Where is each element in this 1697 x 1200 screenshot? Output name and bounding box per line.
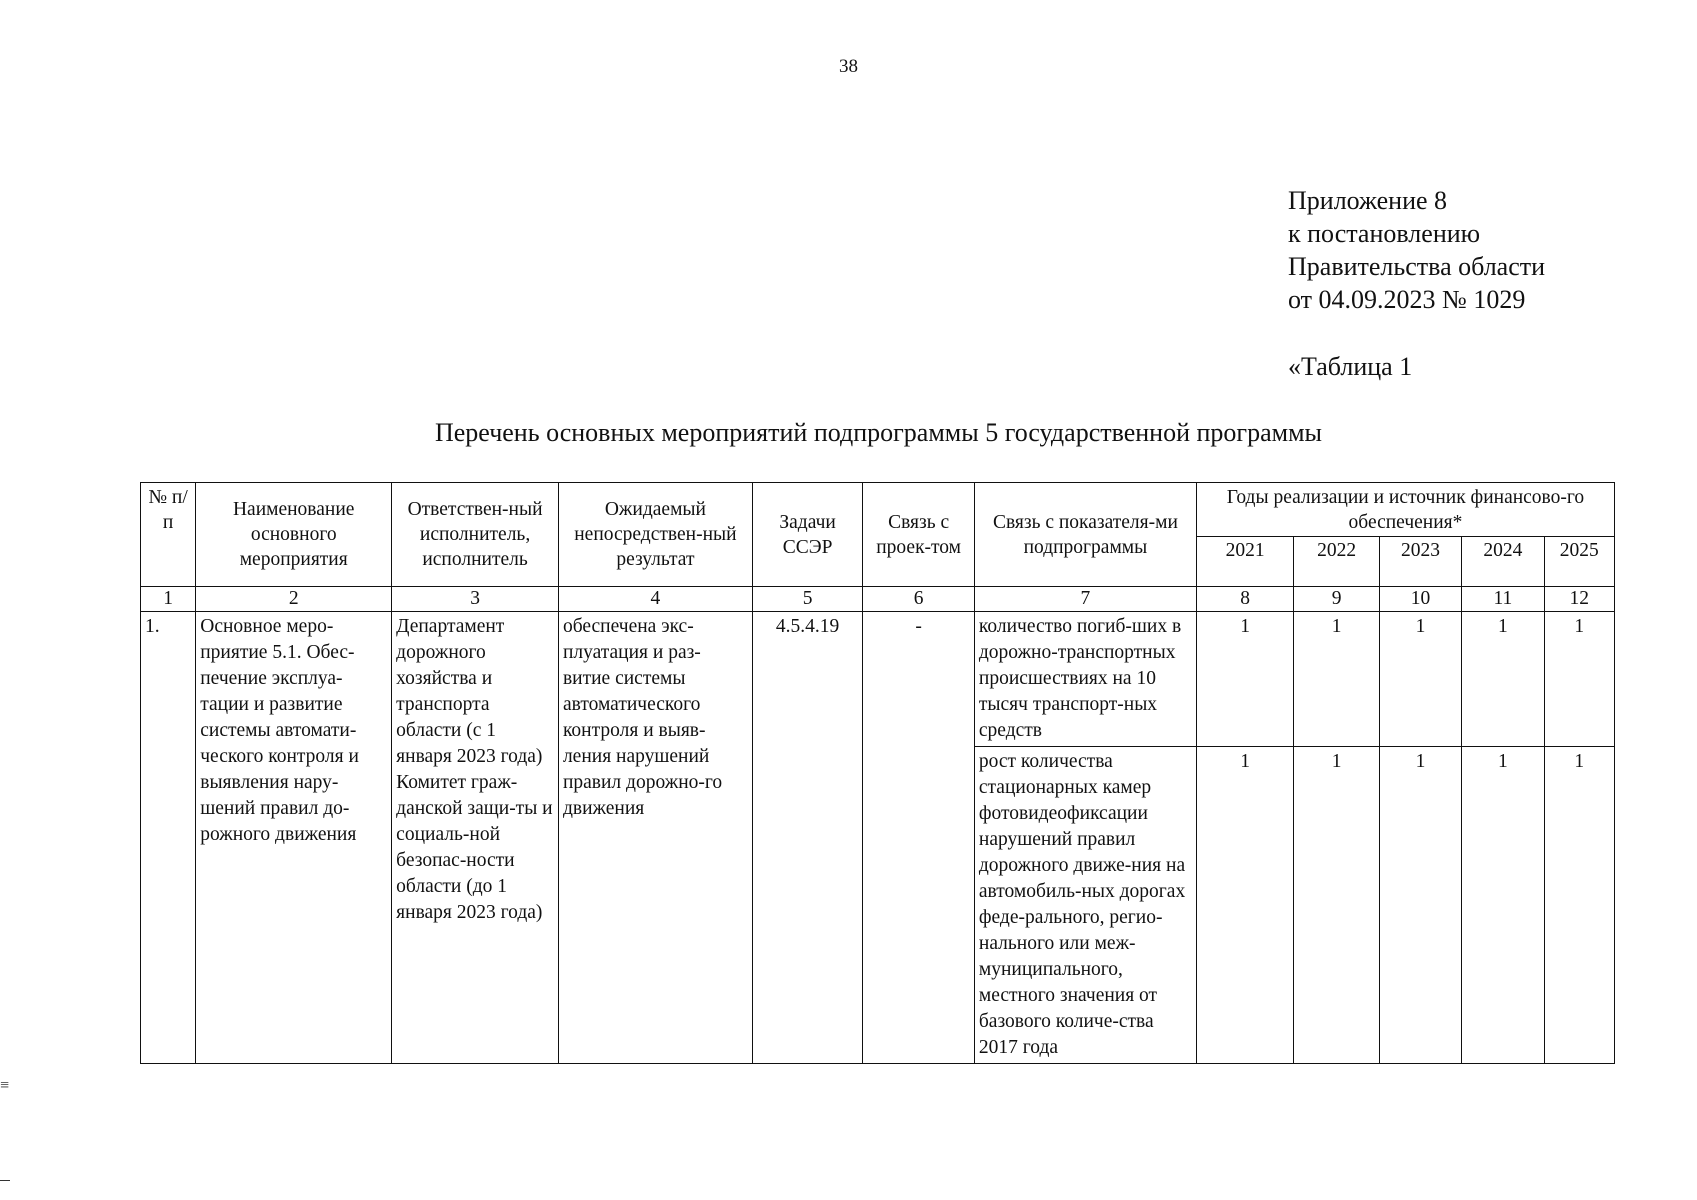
row-year-value: 1 xyxy=(1544,747,1614,1064)
header-years-group: Годы реализации и источник финансово-го обеспечения* xyxy=(1196,483,1614,537)
row-year-value: 1 xyxy=(1462,612,1544,747)
appendix-line-4: от 04.09.2023 № 1029 xyxy=(1288,285,1526,314)
table-label: «Таблица 1 xyxy=(1288,352,1413,381)
row-year-value: 1 xyxy=(1294,747,1379,1064)
appendix-block xyxy=(1288,184,1545,316)
appendix-line-1: Приложение 8 xyxy=(1288,186,1448,215)
appendix-line-2: к постановлению xyxy=(1288,219,1481,248)
column-number: 8 xyxy=(1196,587,1293,612)
header-indicators: Связь с показателя-ми подпрограммы xyxy=(974,483,1196,587)
row-indicator: рост количества стационарных камер фотовидеофиксации нарушений правил дорожного движе-ния на автомобиль-ных дорогах феде-рального, регио-нального или меж-муниципального, местного значения от базового количе-ства 2017 года xyxy=(974,747,1196,1064)
column-number: 7 xyxy=(974,587,1196,612)
row-activity-name: Основное меро-приятие 5.1. Обес-печение эксплуа-тации и развитие системы автомати-ческого контроля и выявления нару-шений правил до-рожного движения xyxy=(196,612,392,1064)
margin-mark: ≡ xyxy=(0,1077,10,1094)
column-number: 2 xyxy=(196,587,392,612)
header-year: 2023 xyxy=(1379,537,1461,587)
column-number: 1 xyxy=(141,587,196,612)
column-number: 10 xyxy=(1379,587,1461,612)
row-year-value: 1 xyxy=(1294,612,1379,747)
header-year: 2022 xyxy=(1294,537,1379,587)
row-year-value: 1 xyxy=(1196,612,1293,747)
row-executor: Департамент дорожного хозяйства и транспорта области (с 1 января 2023 года) Комитет граж-данской защи-ты и социаль-ной безопас-ности области (до 1 января 2023 года) xyxy=(392,612,559,1064)
column-number: 4 xyxy=(558,587,752,612)
margin-rule xyxy=(0,1180,10,1181)
header-name: Наименование основного мероприятия xyxy=(196,483,392,587)
row-indicator: количество погиб-ших в дорожно-транспортных происшествиях на 10 тысяч транспорт-ных средств xyxy=(974,612,1196,747)
row-year-value: 1 xyxy=(1462,747,1544,1064)
header-executor: Ответствен-ный исполнитель, исполнитель xyxy=(392,483,559,587)
header-project: Связь с проек-том xyxy=(863,483,975,587)
row-project: - xyxy=(863,612,975,1064)
table-row xyxy=(141,612,1615,747)
header-result: Ожидаемый непосредствен-ный результат xyxy=(558,483,752,587)
header-year: 2021 xyxy=(1196,537,1293,587)
column-number: 6 xyxy=(863,587,975,612)
row-year-value: 1 xyxy=(1196,747,1293,1064)
appendix-line-3: Правительства области xyxy=(1288,252,1546,281)
column-number: 5 xyxy=(752,587,863,612)
header-tasks: Задачи ССЭР xyxy=(752,483,863,587)
header-year: 2025 xyxy=(1544,537,1614,587)
row-expected-result: обеспечена экс-плуатация и раз-витие системы автоматического контроля и выяв-ления нарушений правил дорожно-го движения xyxy=(558,612,752,1064)
header-num: № п/п xyxy=(141,483,196,587)
page-number: 38 xyxy=(839,56,858,77)
activities-table xyxy=(140,482,1615,1064)
column-number: 3 xyxy=(392,587,559,612)
column-number: 9 xyxy=(1294,587,1379,612)
header-year: 2024 xyxy=(1462,537,1544,587)
row-year-value: 1 xyxy=(1379,612,1461,747)
column-number: 12 xyxy=(1544,587,1614,612)
row-tasks: 4.5.4.19 xyxy=(752,612,863,1064)
column-number: 11 xyxy=(1462,587,1544,612)
column-number-row xyxy=(141,587,1615,612)
document-title: Перечень основных мероприятий подпрограммы 5 государственной программы xyxy=(434,418,1322,447)
row-num: 1. xyxy=(141,612,196,1064)
row-year-value: 1 xyxy=(1544,612,1614,747)
row-year-value: 1 xyxy=(1379,747,1461,1064)
